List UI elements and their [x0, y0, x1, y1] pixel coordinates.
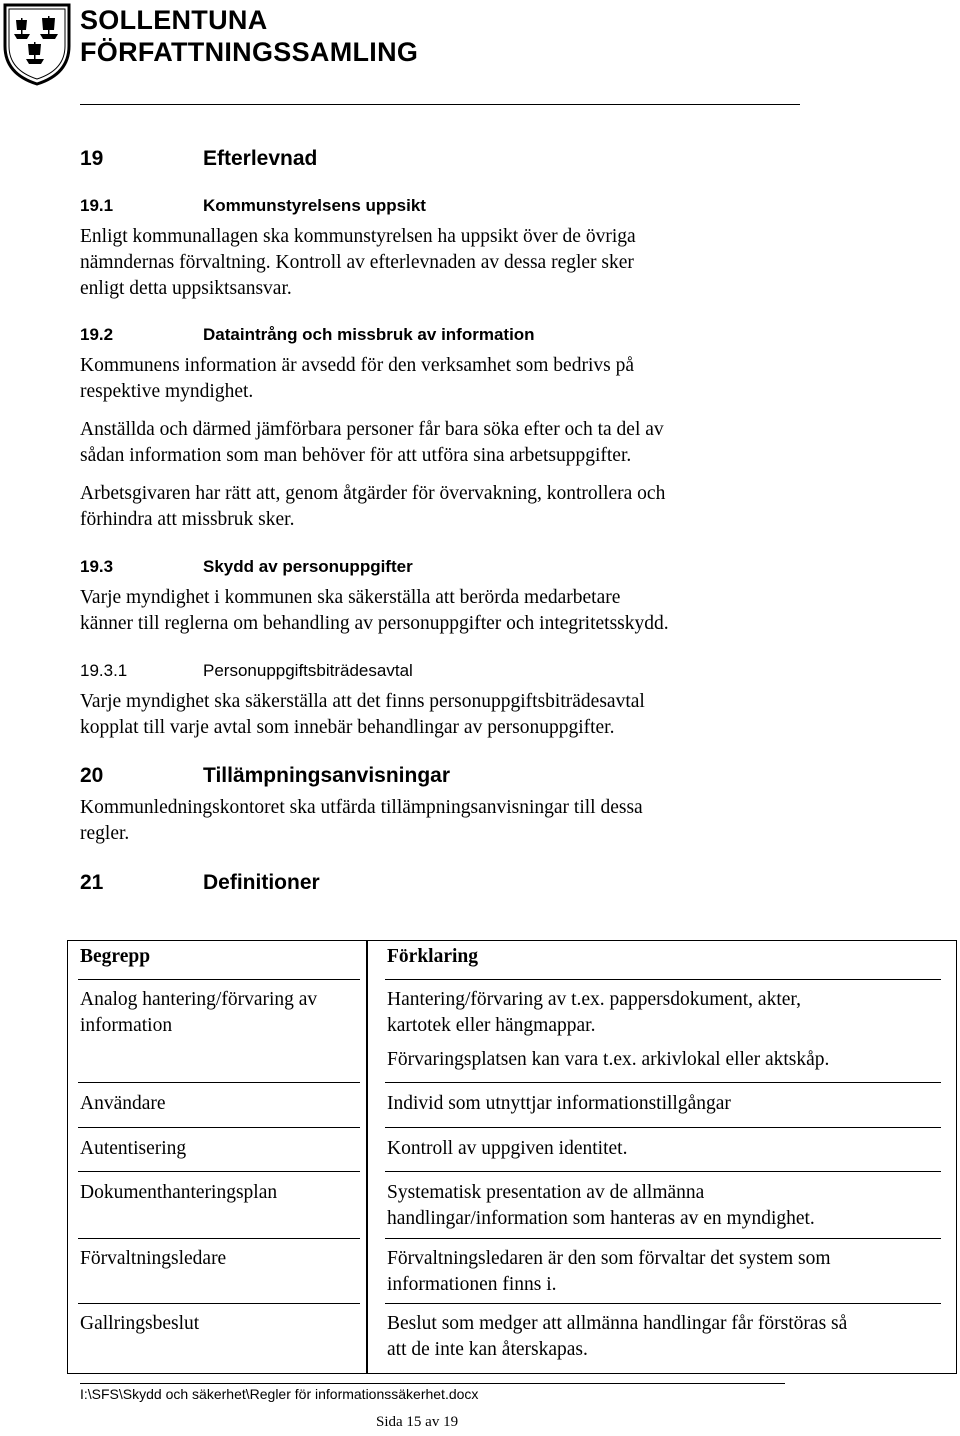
table-row-divider	[385, 979, 941, 980]
heading-number: 19.1	[80, 196, 114, 215]
heading-title: Kommunstyrelsens uppsikt	[203, 196, 426, 215]
table-row-term	[80, 1311, 360, 1337]
table-row-divider	[78, 1127, 360, 1128]
text-line: sådan information som man behöver för att utföra sina arbetsuppgifter.	[80, 445, 632, 466]
definition-line: Förvaltningsledaren är den som förvaltar det system som	[387, 1248, 831, 1269]
heading-19-1	[80, 196, 780, 218]
heading-title: Skydd av personuppgifter	[203, 557, 413, 576]
table-row-definition	[387, 1136, 947, 1162]
paragraph-20	[80, 795, 800, 847]
table-row-term	[80, 1246, 360, 1272]
table-row-divider	[78, 1082, 360, 1083]
table-row-term	[80, 1091, 360, 1117]
term-line: Gallringsbeslut	[80, 1313, 200, 1334]
definition-line: handlingar/information som hanteras av en myndighet.	[387, 1208, 815, 1229]
document-path: I:\SFS\Skydd och säkerhet\Regler för informationssäkerhet.docx	[80, 1386, 479, 1402]
heading-title: Dataintrång och missbruk av information	[203, 325, 535, 344]
paragraph-19-2-b	[80, 417, 800, 469]
heading-title: Definitioner	[203, 871, 320, 894]
heading-title: Personuppgiftsbiträdesavtal	[203, 661, 413, 680]
term-line: Förvaltningsledare	[80, 1248, 227, 1269]
heading-20	[80, 764, 780, 790]
table-header-term: Begrepp	[80, 946, 151, 967]
term-line: Användare	[80, 1093, 166, 1114]
heading-number: 19.3	[80, 557, 114, 576]
table-row-divider	[78, 979, 360, 980]
organization-name-line-1: SOLLENTUNA	[80, 5, 268, 35]
heading-title: Efterlevnad	[203, 147, 318, 170]
term-line: Dokumenthanteringsplan	[80, 1182, 278, 1203]
definition-line: Individ som utnyttjar informationstillgångar	[387, 1093, 731, 1114]
heading-19-3	[80, 557, 780, 579]
paragraph-19-1	[80, 224, 800, 302]
table-row-divider	[385, 1171, 941, 1172]
heading-number: 19.3.1	[80, 661, 128, 680]
organization-name-line-2: FÖRFATTNINGSSAMLING	[80, 37, 419, 67]
term-line: Autentisering	[80, 1138, 187, 1159]
table-row-term	[80, 1136, 360, 1162]
heading-number: 19	[80, 147, 104, 170]
definition-line: att de inte kan återskapas.	[387, 1339, 588, 1360]
header-divider	[80, 104, 800, 105]
definition-line: kartotek eller hängmappar.	[387, 1015, 596, 1036]
text-line: Varje myndighet ska säkerställa att det finns personuppgiftsbiträdesavtal	[80, 691, 645, 712]
table-row-definition	[387, 1246, 947, 1298]
paragraph-19-2-c	[80, 481, 800, 533]
text-line: Arbetsgivaren har rätt att, genom åtgärder för övervakning, kontrollera och	[80, 483, 666, 504]
table-header-definition: Förklaring	[387, 946, 478, 967]
organization-name	[80, 4, 418, 68]
sollentuna-coat-of-arms-icon	[2, 2, 72, 86]
definitions-table	[67, 940, 957, 1374]
definition-line: Beslut som medger att allmänna handlingar får förstöras så	[387, 1313, 848, 1334]
term-line: Analog hantering/förvaring av	[80, 989, 318, 1010]
footer-divider	[80, 1383, 785, 1384]
heading-number: 21	[80, 871, 104, 894]
heading-title: Tillämpningsanvisningar	[203, 764, 450, 787]
heading-19-2	[80, 325, 780, 347]
paragraph-19-2-a	[80, 353, 800, 405]
definition-line: Hantering/förvaring av t.ex. pappersdokument, akter,	[387, 989, 801, 1010]
table-row-definition	[387, 1091, 947, 1117]
table-row-definition	[387, 1180, 947, 1232]
text-line: Kommunens information är avsedd för den verksamhet som bedrivs på	[80, 355, 634, 376]
heading-number: 20	[80, 764, 104, 787]
table-row-divider	[385, 1127, 941, 1128]
table-row-definition	[387, 987, 947, 1073]
definition-line: informationen finns i.	[387, 1274, 557, 1295]
text-line: kopplat till varje avtal som innebär behandlingar av personuppgifter.	[80, 717, 615, 738]
table-row-divider	[385, 1303, 941, 1304]
definition-line: Kontroll av uppgiven identitet.	[387, 1138, 628, 1159]
text-line: regler.	[80, 823, 130, 844]
paragraph-19-3-1	[80, 689, 800, 741]
table-row-divider	[78, 1171, 360, 1172]
table-row-divider	[78, 1238, 360, 1239]
text-line: Anställda och därmed jämförbara personer får bara söka efter och ta del av	[80, 419, 664, 440]
table-row-term	[80, 1180, 360, 1206]
heading-number: 19.2	[80, 325, 114, 344]
paragraph-19-3	[80, 585, 820, 637]
table-row-term	[80, 987, 360, 1039]
text-line: respektive myndighet.	[80, 381, 254, 402]
page-number: Sida 15 av 19	[376, 1414, 459, 1430]
definition-line: Förvaringsplatsen kan vara t.ex. arkivlokal eller aktskåp.	[387, 1049, 830, 1070]
table-row-definition	[387, 1311, 947, 1363]
text-line: Kommunledningskontoret ska utfärda tillämpningsanvisningar till dessa	[80, 797, 643, 818]
heading-19	[80, 147, 780, 173]
term-line: information	[80, 1015, 173, 1036]
text-line: nämndernas förvaltning. Kontroll av efterlevnaden av dessa regler sker	[80, 252, 634, 273]
table-row-divider	[385, 1238, 941, 1239]
heading-19-3-1	[80, 661, 780, 683]
table-row-divider	[78, 1303, 360, 1304]
definition-line: Systematisk presentation av de allmänna	[387, 1182, 705, 1203]
table-row-divider	[385, 1082, 941, 1083]
text-line: känner till reglerna om behandling av personuppgifter och integritetsskydd.	[80, 613, 669, 634]
text-line: förhindra att missbruk sker.	[80, 509, 295, 530]
table-column-divider	[366, 941, 368, 1373]
text-line: Enligt kommunallagen ska kommunstyrelsen ha uppsikt över de övriga	[80, 226, 636, 247]
heading-21	[80, 871, 780, 897]
text-line: Varje myndighet i kommunen ska säkerställa att berörda medarbetare	[80, 587, 621, 608]
text-line: enligt detta uppsiktsansvar.	[80, 278, 292, 299]
